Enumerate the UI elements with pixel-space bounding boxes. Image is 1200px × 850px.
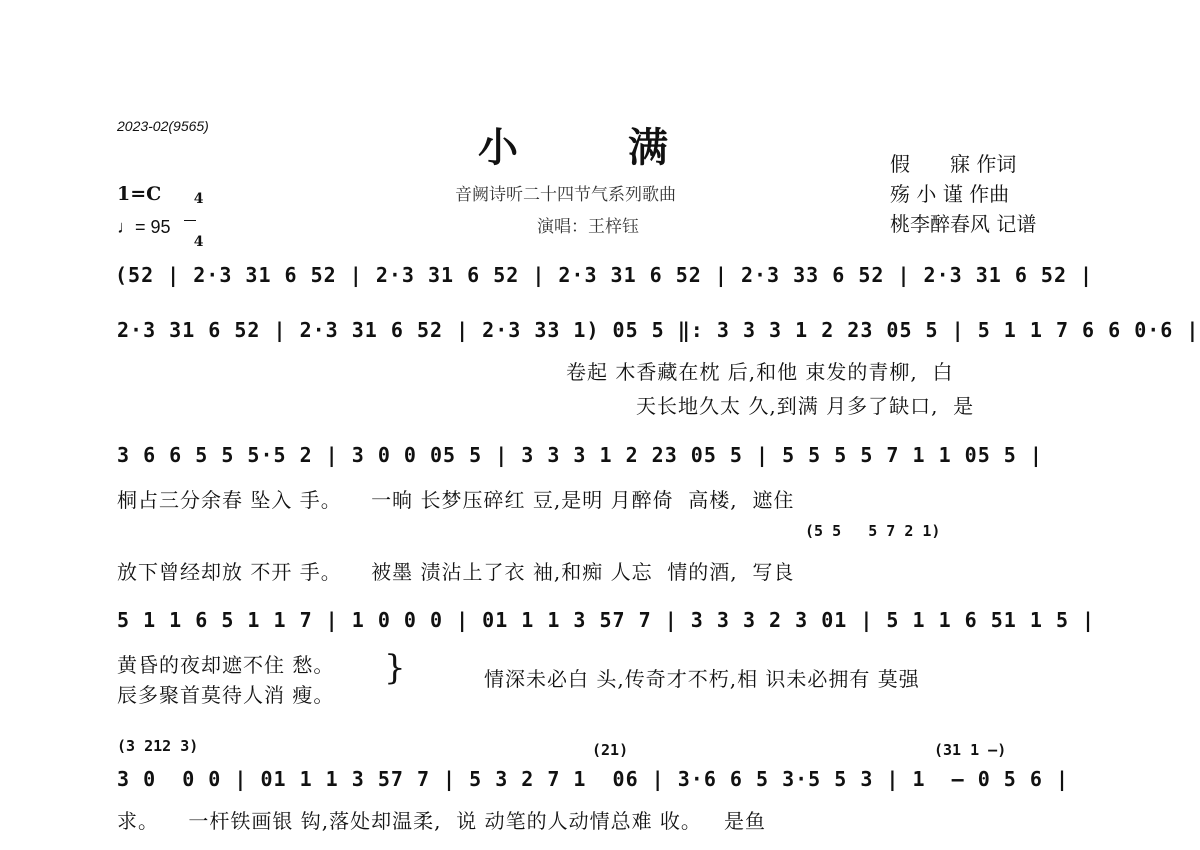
notation-row-3: 3 6 6 5 5 5·5 2 | 3 0 0 05 5 | 3 3 3 1 2 23 05 5 | 5 5 5 5 7 1 1 05 5 | (117, 443, 1043, 467)
notation-row-2: 2·3 31 6 52 | 2·3 31 6 52 | 2·3 33 1) 05 5 ‖: 3 3 3 1 2 23 05 5 | 5 1 1 7 6 6 0·6 | (117, 318, 1200, 342)
song-subtitle: 音阙诗听二十四节气系列歌曲 (455, 185, 676, 205)
lyric-row-4-left-verse-2: 辰多聚首莫待人消 瘦。 (117, 683, 335, 707)
singer-credit: 演唱：王梓钰 (537, 217, 639, 237)
notation-overlay-row-5-mid: (21) (592, 741, 629, 759)
composer-credit: 殇 小 谨 作曲 (890, 182, 1010, 206)
lyric-row-2-verse-2: 天长地久太 久,到满 月多了缺口, 是 (636, 394, 975, 418)
time-signature-bar (184, 220, 196, 221)
time-signature (184, 178, 204, 249)
lyric-row-4-left-verse-1: 黄昏的夜却遮不住 愁。 (117, 653, 335, 677)
song-title: 小满 (478, 124, 778, 171)
lyric-row-2-verse-1: 卷起 木香藏在枕 后,和他 束发的青柳, 白 (566, 360, 954, 384)
verse-brace: } (384, 648, 406, 688)
notation-row-5: 3 0 0 0 | 01 1 1 3 57 7 | 5 3 2 7 1 06 | 3·6 6 5 3·5 5 3 | 1 – 0 5 6 | (117, 767, 1069, 791)
lyric-row-4-right: 情深未必白 头,传奇才不朽,相 识未必拥有 莫强 (484, 667, 920, 691)
notation-overlay-row-3: (5 5 5 7 2 1) (805, 522, 941, 540)
notation-overlay-row-5-left: (3 212 3) (117, 737, 199, 755)
lyric-row-3-verse-1: 桐占三分余春 坠入 手。 一晌 长梦压碎红 豆,是明 月醉倚 高楼, 遮住 (117, 488, 795, 512)
notation-row-1: (52 | 2·3 31 6 52 | 2·3 31 6 52 | 2·3 31 6 52 | 2·3 33 6 52 | 2·3 31 6 52 | (115, 263, 1094, 287)
time-signature-bottom: 4 (193, 234, 204, 250)
lyric-row-5: 求。 一杆铁画银 钩,落处却温柔, 说 动笔的人动情总难 收。 是鱼 (117, 809, 767, 833)
lyric-row-3-verse-2: 放下曾经却放 不开 手。 被墨 渍沾上了衣 袖,和痴 人忘 情的酒, 写良 (117, 560, 795, 584)
lyricist-credit: 假 寐 作词 (890, 152, 1017, 176)
transcriber-credit: 桃李醉春风 记谱 (890, 212, 1037, 236)
key-signature: 1=C (117, 183, 162, 205)
time-signature-top: 4 (193, 191, 204, 207)
notation-row-4: 5 1 1 6 5 1 1 7 | 1 0 0 0 | 01 1 1 3 57 7 | 3 3 3 2 3 01 | 5 1 1 6 51 1 5 | (117, 608, 1096, 632)
tempo-marking: ♩= 95 (117, 217, 171, 237)
document-id: 2023-02(9565) (117, 118, 209, 134)
notation-overlay-row-5-right: (31 1 –) (934, 741, 1007, 759)
